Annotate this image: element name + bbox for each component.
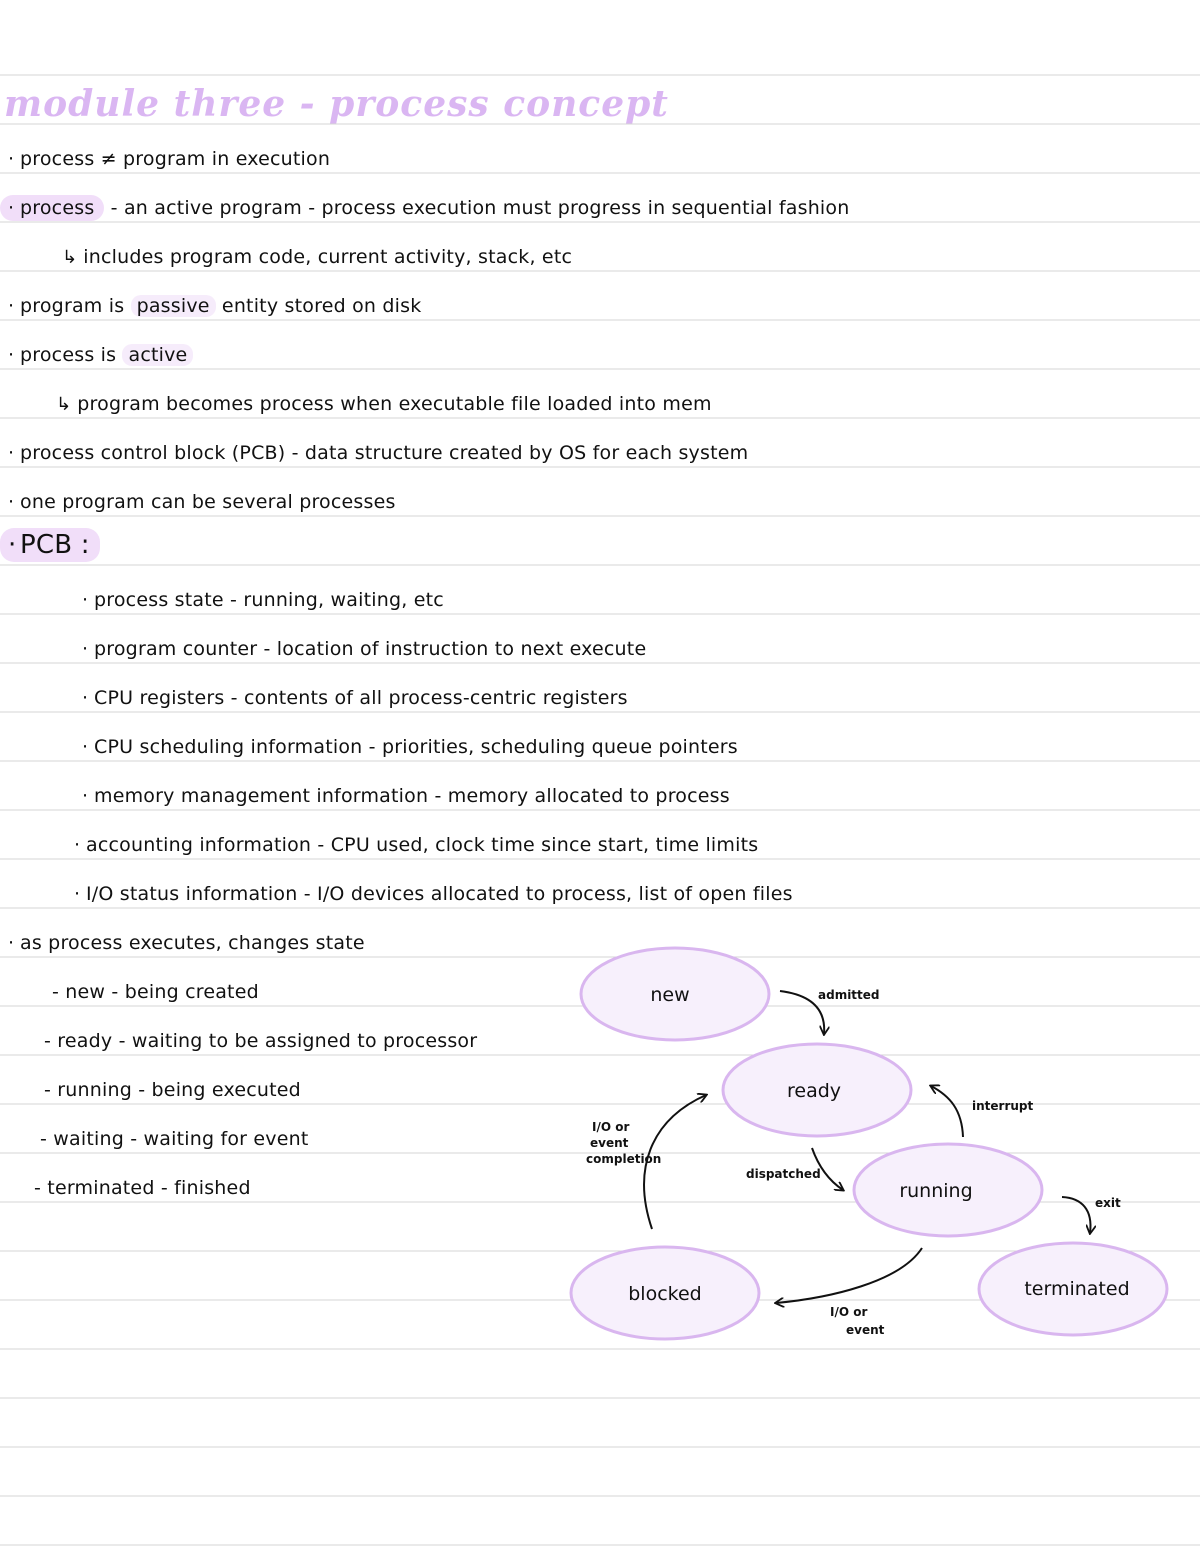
pcb-item-text: memory management information - memory allocated to process bbox=[94, 785, 730, 807]
pcb-item-text: CPU scheduling information - priorities, scheduling queue pointers bbox=[94, 736, 738, 758]
note-text: process control block (PCB) - data structure created by OS for each system bbox=[20, 442, 749, 464]
note-text: entity stored on disk bbox=[215, 295, 422, 317]
state-text: - new - being created bbox=[52, 981, 259, 1003]
state-node-running bbox=[854, 1144, 1042, 1236]
bullet: · bbox=[8, 344, 15, 366]
note-text: process is bbox=[20, 344, 123, 366]
node-label: new bbox=[650, 984, 690, 1006]
highlighted-term-passive: passive bbox=[131, 295, 216, 317]
note-text: process ≠ program in execution bbox=[20, 148, 331, 170]
edge-label-line: completion bbox=[586, 1152, 662, 1166]
note-text: includes program code, current activity, stack, etc bbox=[83, 246, 573, 268]
pcb-item-text: CPU registers - contents of all process-centric registers bbox=[94, 687, 628, 709]
state-node-blocked bbox=[571, 1247, 759, 1339]
edge-io-wait bbox=[776, 1248, 922, 1303]
edge-interrupt bbox=[931, 1086, 963, 1137]
bullet: · bbox=[82, 687, 89, 709]
state-text: - waiting - waiting for event bbox=[40, 1128, 309, 1150]
bullet: · bbox=[82, 638, 89, 660]
bullet: · bbox=[82, 736, 89, 758]
bullet: · bbox=[8, 530, 17, 560]
edge-label-line: I/O or bbox=[830, 1305, 868, 1319]
bullet: · bbox=[8, 197, 15, 219]
note-text: program is bbox=[20, 295, 131, 317]
bullet: · bbox=[74, 834, 81, 856]
edge-label-dispatched: dispatched bbox=[746, 1167, 821, 1181]
bullet: · bbox=[8, 148, 15, 170]
edge-label-exit: exit bbox=[1095, 1196, 1121, 1210]
note-text: one program can be several processes bbox=[20, 491, 396, 513]
bullet: · bbox=[8, 932, 15, 954]
pcb-item-text: program counter - location of instruction to next execute bbox=[94, 638, 647, 660]
edge-label-interrupt: interrupt bbox=[972, 1099, 1034, 1113]
edge-exit bbox=[1062, 1197, 1090, 1233]
bullet: · bbox=[82, 785, 89, 807]
state-text: - terminated - finished bbox=[34, 1177, 251, 1199]
edge-label-admitted: admitted bbox=[818, 988, 880, 1002]
node-label: terminated bbox=[1024, 1278, 1130, 1300]
bullet: · bbox=[8, 295, 15, 317]
note-text: as process executes, changes state bbox=[20, 932, 365, 954]
bullet: · bbox=[74, 883, 81, 905]
hook-arrow-icon: ↳ bbox=[56, 394, 72, 415]
state-text: - running - being executed bbox=[44, 1079, 301, 1101]
bullet: · bbox=[82, 589, 89, 611]
bullet: · bbox=[8, 491, 15, 513]
node-label: ready bbox=[786, 1080, 842, 1102]
state-node-terminated bbox=[979, 1243, 1167, 1335]
pcb-item-text: accounting information - CPU used, clock time since start, time limits bbox=[86, 834, 759, 856]
edge-label-io-wait bbox=[830, 1305, 885, 1337]
edge-label-line: event bbox=[846, 1323, 885, 1337]
state-node-new bbox=[581, 948, 769, 1040]
state-text: - ready - waiting to be assigned to processor bbox=[44, 1030, 478, 1052]
note-text: - an active program - process execution must progress in sequential fashion bbox=[104, 197, 850, 219]
edge-label-line: event bbox=[590, 1136, 629, 1150]
node-label: blocked bbox=[628, 1283, 702, 1305]
hook-arrow-icon: ↳ bbox=[62, 247, 78, 268]
heading-text: PCB : bbox=[20, 530, 90, 560]
term: process bbox=[20, 197, 95, 219]
highlighted-term-active: active bbox=[122, 344, 193, 366]
bullet: · bbox=[8, 442, 15, 464]
node-label: running bbox=[899, 1180, 973, 1202]
note-text: program becomes process when executable file loaded into mem bbox=[77, 393, 712, 415]
page-title: module three - process concept bbox=[4, 83, 669, 125]
state-node-ready bbox=[723, 1044, 911, 1136]
pcb-item-text: process state - running, waiting, etc bbox=[94, 589, 444, 611]
edge-label-io-completion bbox=[586, 1120, 661, 1166]
pcb-item-text: I/O status information - I/O devices allocated to process, list of open files bbox=[86, 883, 793, 905]
edge-label-line: I/O or bbox=[592, 1120, 630, 1134]
